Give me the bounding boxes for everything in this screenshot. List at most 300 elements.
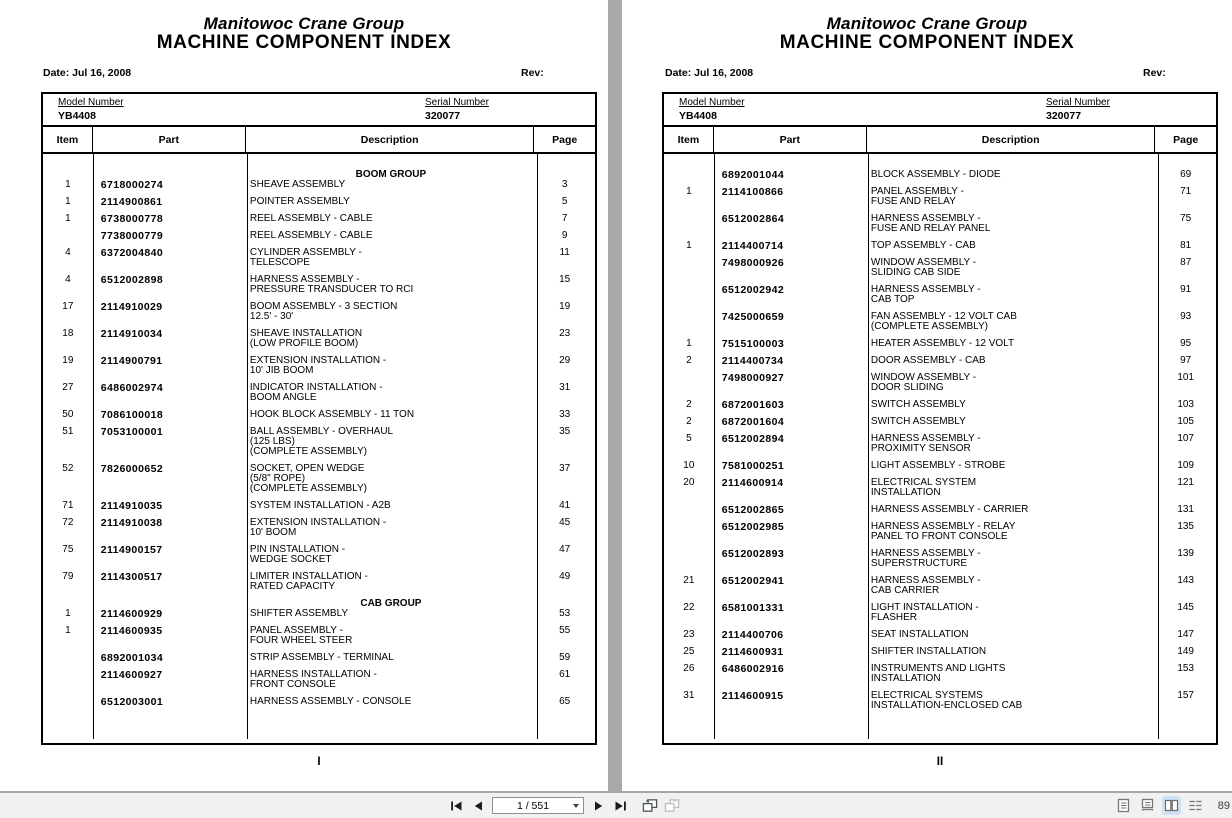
row-item: 52: [62, 463, 74, 474]
row-part: 6512002864: [721, 213, 785, 225]
row-part: 2114600929: [100, 608, 163, 620]
document-page-1: [0, 0, 608, 791]
previous-page-button[interactable]: [470, 798, 486, 814]
row-page: 69: [1180, 169, 1192, 180]
row-item: [664, 549, 714, 569]
page-number-roman: II: [936, 756, 944, 768]
row-desc-lines: [246, 302, 534, 322]
row-page: 153: [1177, 663, 1194, 674]
description-line: SHEAVE INSTALLATION: [249, 328, 363, 339]
row-part: 6872001603: [721, 399, 785, 411]
column-header-description: Description: [867, 127, 1155, 152]
table-row: [43, 670, 595, 690]
row-desc-lines: [867, 461, 1155, 471]
row-desc-lines: [246, 572, 534, 592]
row-part: 2114900791: [100, 355, 163, 367]
description-line: FLASHER: [870, 612, 918, 623]
row-desc-lines: [246, 170, 534, 190]
row-page: 109: [1177, 460, 1194, 471]
page-title: MACHINE COMPONENT INDEX: [779, 32, 1075, 53]
next-page-icon: [593, 800, 604, 812]
description-line: (COMPLETE ASSEMBLY): [870, 321, 988, 332]
row-item: 1: [686, 338, 692, 349]
table-row: [43, 518, 595, 538]
row-desc-lines: [867, 373, 1155, 393]
row-item: 1: [65, 213, 71, 224]
description-line: EXTENSION INSTALLATION -: [249, 517, 387, 528]
description-line: SHIFTER ASSEMBLY: [249, 608, 349, 619]
table-row: [43, 329, 595, 349]
row-page: 47: [559, 544, 571, 555]
page-number-roman: I: [317, 756, 321, 768]
row-desc-lines: [867, 187, 1155, 207]
row-desc-lines: [246, 464, 534, 494]
description-line: (COMPLETE ASSEMBLY): [249, 483, 367, 494]
description-line: ELECTRICAL SYSTEM: [870, 477, 977, 488]
table-row: [664, 478, 1216, 498]
row-page: 145: [1177, 602, 1194, 613]
table-row: [43, 653, 595, 663]
row-desc-lines: [246, 670, 534, 690]
row-part: 6892001044: [721, 169, 785, 181]
row-part: 2114300517: [100, 571, 163, 583]
description-line: HARNESS ASSEMBLY -: [870, 433, 981, 444]
description-line: HARNESS INSTALLATION -: [249, 669, 377, 680]
row-item: 23: [683, 629, 695, 640]
facing-view-button[interactable]: [1162, 796, 1181, 815]
page-number-input[interactable]: [492, 797, 584, 814]
row-item: 17: [62, 301, 74, 312]
description-line: FUSE AND RELAY: [870, 196, 956, 207]
company-title: Manitowoc Crane Group: [203, 14, 405, 33]
table-body: [43, 154, 595, 739]
description-line: INDICATOR INSTALLATION -: [249, 382, 383, 393]
row-part: 2114900861: [100, 196, 163, 208]
table-row: [43, 427, 595, 457]
row-part: 6892001034: [100, 652, 164, 664]
table-row: [664, 339, 1216, 349]
row-desc-lines: [246, 545, 534, 565]
row-part: 2114600935: [100, 625, 163, 637]
row-desc-lines: [246, 329, 534, 349]
description-line: BOOM ANGLE: [249, 392, 317, 403]
description-line: TOP ASSEMBLY - CAB: [870, 240, 976, 251]
description-line: WINDOW ASSEMBLY -: [870, 372, 977, 383]
row-part: 6486002974: [100, 382, 164, 394]
table-row: [664, 549, 1216, 569]
description-line: LIGHT ASSEMBLY - STROBE: [870, 460, 1006, 471]
table-row: [43, 572, 595, 592]
row-part: 6512002865: [721, 504, 785, 516]
row-desc-lines: [246, 410, 534, 420]
row-desc-lines: [867, 356, 1155, 366]
row-desc-lines: [867, 549, 1155, 569]
row-part: 2114600927: [100, 669, 163, 681]
column-divider: [1158, 154, 1159, 739]
table-row: [43, 170, 595, 190]
row-desc-lines: [867, 664, 1155, 684]
row-page: 71: [1180, 186, 1192, 197]
table-body: [664, 154, 1216, 739]
row-page: 91: [1180, 284, 1192, 295]
row-page: 95: [1180, 338, 1192, 349]
row-page: 23: [559, 328, 571, 339]
row-page: 97: [1180, 355, 1192, 366]
table-row: [43, 214, 595, 224]
column-header-page: Page: [1173, 133, 1199, 146]
next-page-button[interactable]: [590, 798, 606, 814]
row-item: 5: [686, 433, 692, 444]
row-part: 6512002893: [721, 548, 785, 560]
row-item: 21: [683, 575, 695, 586]
model-number-label: Model Number: [679, 97, 745, 108]
serial-number-label: Serial Number: [425, 97, 489, 108]
row-part: 6738000778: [100, 213, 164, 225]
description-line: SWITCH ASSEMBLY: [870, 399, 966, 410]
row-item: [664, 522, 714, 542]
row-item: 1: [65, 196, 71, 207]
description-line: SHEAVE ASSEMBLY: [249, 179, 346, 190]
row-desc-lines: [246, 697, 534, 707]
row-page: 5: [561, 196, 568, 207]
model-number-label: Model Number: [58, 97, 124, 108]
table-row: [664, 461, 1216, 471]
description-line: SWITCH ASSEMBLY: [870, 416, 966, 427]
table-row: [43, 501, 595, 511]
row-desc-lines: [246, 248, 534, 268]
table-row: [664, 285, 1216, 305]
row-part: 6486002916: [721, 663, 785, 675]
row-page: 15: [559, 274, 571, 285]
description-line: SOCKET, OPEN WEDGE: [249, 463, 365, 474]
viewer-toolbar: [0, 791, 1232, 818]
description-line: REEL ASSEMBLY - CABLE: [249, 213, 373, 224]
row-item: 1: [65, 179, 71, 190]
description-line: HARNESS ASSEMBLY -: [870, 213, 981, 224]
column-header-item: Item: [43, 127, 93, 152]
row-part: 7425000659: [721, 311, 785, 323]
description-line: RATED CAPACITY: [249, 581, 336, 592]
column-header-page: Page: [552, 133, 578, 146]
row-desc-lines: [246, 626, 534, 646]
model-number-value: YB4408: [58, 110, 96, 122]
table-row: [664, 417, 1216, 427]
serial-number-value: 320077: [425, 110, 461, 122]
description-line: HARNESS ASSEMBLY - CONSOLE: [249, 696, 412, 707]
row-desc-lines: [867, 400, 1155, 410]
description-line: REEL ASSEMBLY - CABLE: [249, 230, 373, 241]
last-page-icon: [614, 800, 627, 812]
page-divider: [608, 0, 622, 791]
row-part: 2114910029: [100, 301, 163, 313]
row-item: 10: [683, 460, 695, 471]
row-page: 139: [1177, 548, 1194, 559]
row-page: 143: [1177, 575, 1194, 586]
facing-continuous-view-button[interactable]: [1186, 796, 1205, 815]
row-desc-lines: [246, 599, 534, 619]
table-row: [43, 410, 595, 420]
row-part: 2114600914: [721, 477, 784, 489]
row-item: 71: [62, 500, 74, 511]
description-line: CYLINDER ASSEMBLY -: [249, 247, 362, 258]
description-line: PANEL ASSEMBLY -: [249, 625, 343, 636]
meta-row: [622, 67, 1232, 81]
table-row: [664, 373, 1216, 393]
row-desc-lines: [246, 214, 534, 224]
row-item: 26: [683, 663, 695, 674]
table-row: [43, 545, 595, 565]
page-title: MACHINE COMPONENT INDEX: [156, 32, 452, 53]
row-page: 147: [1177, 629, 1194, 640]
column-divider: [93, 154, 94, 739]
column-header-description: Description: [246, 127, 534, 152]
model-number-value: YB4408: [679, 110, 717, 122]
description-line: SUPERSTRUCTURE: [870, 558, 968, 569]
row-part: 2114400706: [721, 629, 784, 641]
row-page: 35: [559, 426, 571, 437]
description-line: WEDGE SOCKET: [249, 554, 332, 565]
row-page: 19: [559, 301, 571, 312]
row-item: [664, 373, 714, 393]
table-row: [664, 356, 1216, 366]
row-part: 6581001331: [721, 602, 785, 614]
table-row: [43, 248, 595, 268]
row-item: 25: [683, 646, 695, 657]
serial-number-value: 320077: [1046, 110, 1082, 122]
table-row: [43, 275, 595, 295]
table-row: [664, 312, 1216, 332]
row-desc-lines: [867, 241, 1155, 251]
row-desc-lines: [867, 339, 1155, 349]
row-page: 3: [561, 179, 568, 190]
single-page-view-button[interactable]: [1114, 796, 1133, 815]
rev-label: Rev:: [521, 67, 544, 79]
row-desc-lines: [867, 417, 1155, 427]
description-line: PANEL ASSEMBLY -: [870, 186, 964, 197]
table-row: [43, 302, 595, 322]
row-part: 7086100018: [100, 409, 164, 421]
description-line: LIGHT INSTALLATION -: [870, 602, 979, 613]
previous-view-button[interactable]: [642, 798, 658, 814]
row-part: 7498000927: [721, 372, 785, 384]
row-item: 19: [62, 355, 74, 366]
table-row: [664, 603, 1216, 623]
first-page-icon: [450, 800, 463, 812]
document-page-2: [622, 0, 1232, 791]
table-row: [664, 258, 1216, 278]
row-page: 31: [559, 382, 571, 393]
column-divider: [537, 154, 538, 739]
row-page: 41: [559, 500, 571, 511]
row-item: 1: [686, 186, 692, 197]
table-row: [43, 356, 595, 376]
row-desc-lines: [246, 275, 534, 295]
row-desc-lines: [867, 647, 1155, 657]
description-line: (125 LBS): [249, 436, 295, 447]
row-desc-lines: [867, 505, 1155, 515]
description-line: HARNESS ASSEMBLY -: [249, 274, 360, 285]
row-item: 1: [65, 608, 71, 619]
row-page: 53: [559, 608, 571, 619]
table-row: [664, 434, 1216, 454]
row-desc-lines: [867, 434, 1155, 454]
description-line: BLOCK ASSEMBLY - DIODE: [870, 169, 1001, 180]
last-page-button[interactable]: [612, 798, 628, 814]
description-line: INSTALLATION: [870, 673, 941, 684]
row-desc-lines: [867, 522, 1155, 542]
row-item: [664, 170, 714, 180]
description-line: INSTRUMENTS AND LIGHTS: [870, 663, 1006, 674]
model-serial-row: [664, 94, 1216, 127]
row-item: [664, 285, 714, 305]
description-line: INSTALLATION: [870, 487, 941, 498]
description-line: WINDOW ASSEMBLY -: [870, 257, 977, 268]
column-divider: [714, 154, 715, 739]
table-row: [664, 400, 1216, 410]
description-line: PIN INSTALLATION -: [249, 544, 346, 555]
previous-view-icon: [642, 798, 658, 813]
row-item: 1: [65, 625, 71, 636]
row-item: 4: [65, 247, 71, 258]
row-page: 131: [1177, 504, 1194, 515]
description-line: SLIDING CAB SIDE: [870, 267, 961, 278]
first-page-button[interactable]: [448, 798, 464, 814]
description-line: STRIP ASSEMBLY - TERMINAL: [249, 652, 394, 663]
description-line: INSTALLATION-ENCLOSED CAB: [870, 700, 1023, 711]
row-part: 2114600915: [721, 690, 784, 702]
row-page: 65: [559, 696, 571, 707]
row-item: 4: [65, 274, 71, 285]
row-desc-lines: [867, 691, 1155, 711]
table-row: [43, 383, 595, 403]
row-item: 31: [683, 690, 695, 701]
single-page-view-icon: [1116, 798, 1131, 813]
table-row: [664, 505, 1216, 515]
group-label: CAB GROUP: [360, 598, 422, 609]
description-line: BOOM ASSEMBLY - 3 SECTION: [249, 301, 398, 312]
description-line: LIMITER INSTALLATION -: [249, 571, 368, 582]
row-item: [664, 214, 714, 234]
row-page: 29: [559, 355, 571, 366]
continuous-view-button[interactable]: [1138, 796, 1157, 815]
row-desc-lines: [867, 576, 1155, 596]
table-row: [43, 626, 595, 646]
table-column-headers: [664, 127, 1216, 154]
row-part: 7738000779: [100, 230, 164, 242]
row-desc-lines: [246, 356, 534, 376]
next-view-button[interactable]: [664, 798, 680, 814]
row-part: 2114600931: [721, 646, 784, 658]
row-part: 6512002898: [100, 274, 164, 286]
row-page: 11: [559, 247, 570, 258]
row-part: 6512003001: [100, 696, 164, 708]
row-part: 6718000274: [100, 179, 164, 191]
page-combo-dropdown-icon[interactable]: [573, 804, 579, 808]
row-part: 2114910034: [100, 328, 163, 340]
row-item: 2: [686, 355, 692, 366]
row-desc-lines: [867, 478, 1155, 498]
row-part: 2114900157: [100, 544, 163, 556]
row-desc-lines: [246, 653, 534, 663]
row-item: 18: [62, 328, 74, 339]
row-part: 6512002941: [721, 575, 785, 587]
description-line: HEATER ASSEMBLY - 12 VOLT: [870, 338, 1015, 349]
description-line: EXTENSION INSTALLATION -: [249, 355, 387, 366]
row-page: 55: [559, 625, 571, 636]
row-page: 135: [1177, 521, 1194, 532]
row-desc-lines: [246, 231, 534, 241]
previous-page-icon: [473, 800, 484, 812]
row-page: 149: [1177, 646, 1194, 657]
table-row: [664, 664, 1216, 684]
table-row: [43, 599, 595, 619]
table-row: [664, 170, 1216, 180]
description-line: 10' BOOM: [249, 527, 297, 538]
row-item: 20: [683, 477, 695, 488]
table-row: [664, 241, 1216, 251]
description-line: HARNESS ASSEMBLY -: [870, 284, 981, 295]
row-part: 2114910038: [100, 517, 163, 529]
table-row: [43, 697, 595, 707]
row-item: [664, 258, 714, 278]
row-part: 2114910035: [100, 500, 163, 512]
row-page: 75: [1180, 213, 1192, 224]
row-page: 87: [1180, 257, 1192, 268]
description-line: PROXIMITY SENSOR: [870, 443, 971, 454]
description-line: SEAT INSTALLATION: [870, 629, 969, 640]
table-row: [664, 214, 1216, 234]
row-part: 2114400734: [721, 355, 784, 367]
row-page: 103: [1177, 399, 1194, 410]
row-page: 37: [559, 463, 571, 474]
description-line: DOOR ASSEMBLY - CAB: [870, 355, 986, 366]
column-divider: [247, 154, 248, 739]
group-label: BOOM GROUP: [355, 169, 427, 180]
row-part: 6872001604: [721, 416, 785, 428]
row-item: [43, 670, 93, 690]
column-header-item: Item: [664, 127, 714, 152]
description-line: CAB TOP: [870, 294, 915, 305]
row-part: 7581000251: [721, 460, 785, 472]
row-part: 7515100003: [721, 338, 785, 350]
row-item: [43, 697, 93, 707]
row-item: 1: [686, 240, 692, 251]
description-line: 10' JIB BOOM: [249, 365, 314, 376]
row-page: 59: [559, 652, 571, 663]
row-page: 9: [561, 230, 568, 241]
row-part: 7053100001: [100, 426, 164, 438]
row-page: 81: [1180, 240, 1192, 251]
row-item: 79: [62, 571, 74, 582]
row-item: 50: [62, 409, 74, 420]
row-item: 2: [686, 416, 692, 427]
row-part: 6372004840: [100, 247, 164, 259]
description-line: FUSE AND RELAY PANEL: [870, 223, 991, 234]
description-line: HARNESS ASSEMBLY - RELAY: [870, 521, 1016, 532]
component-index-table: [662, 92, 1218, 745]
row-desc-lines: [867, 258, 1155, 278]
row-item: 2: [686, 399, 692, 410]
row-item: 72: [62, 517, 74, 528]
row-part: 2114100866: [721, 186, 784, 198]
description-line: 12.5' - 30': [249, 311, 294, 322]
component-index-table: [41, 92, 597, 745]
column-header-part: Part: [93, 127, 246, 152]
table-row: [664, 630, 1216, 640]
row-page: 157: [1177, 690, 1194, 701]
description-line: TELESCOPE: [249, 257, 310, 268]
description-line: ELECTRICAL SYSTEMS: [870, 690, 983, 701]
